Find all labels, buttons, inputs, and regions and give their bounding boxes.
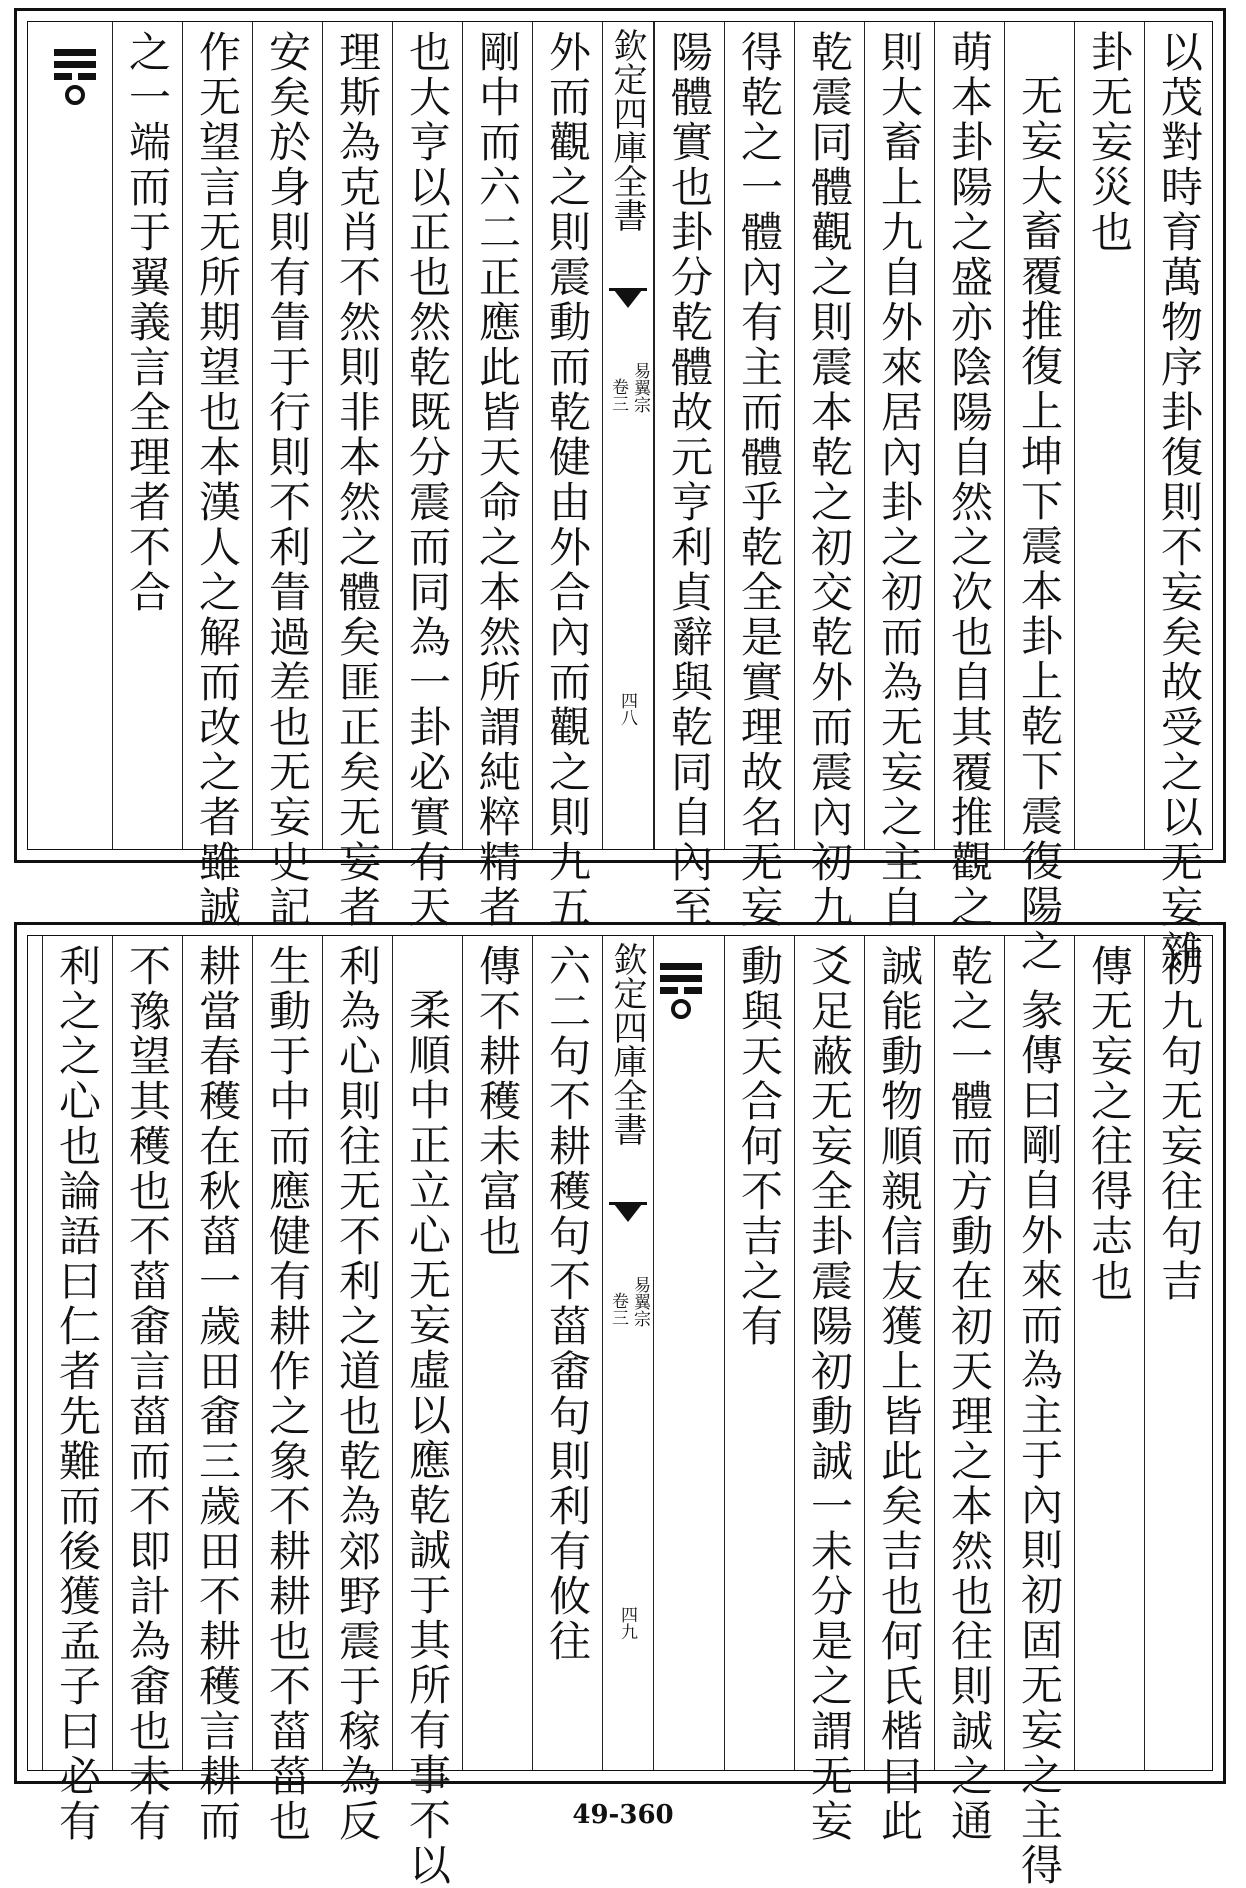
text-column <box>252 936 322 1844</box>
column-text: 利為心則往无不利之道也乾為郊野震于稼為反 <box>333 944 382 1844</box>
column-text: 初九句无妄往句吉 <box>1155 944 1204 1304</box>
hexagram-wuwang-icon <box>656 958 706 1020</box>
text-column <box>864 22 934 930</box>
book-series-title: 欽定四庫全書 <box>607 28 647 232</box>
column-text: 理斯為克肖不然則非本然之體矣匪正矣无妄者 <box>333 30 382 930</box>
column-text: 外而觀之則震動而乾健由外合內而觀之則九五 <box>543 30 592 930</box>
column-text: 乾震同體觀之則震本乾之初交乾外而震內初九 <box>805 30 854 930</box>
column-text: 傳无妄之往得志也 <box>1085 944 1134 1304</box>
book-series-title: 欽定四庫全書 <box>607 942 647 1146</box>
text-column <box>182 22 252 930</box>
text-column <box>392 936 462 1888</box>
book-title: 易翼宗 <box>630 362 650 413</box>
column-text: 也大亨以正也然乾既分震而同為一卦必實有天 <box>403 30 452 930</box>
column-text: 陽體實也卦分乾體故元亨利貞辭與乾同自內至 <box>665 30 714 930</box>
text-column <box>462 22 532 930</box>
volume-label: 卷三 <box>608 1292 628 1326</box>
page-number: 四九 <box>617 1606 637 1640</box>
text-column <box>794 936 864 1844</box>
center-fold-column <box>602 22 654 849</box>
column-text: 則大畜上九自外來居內卦之初而為无妄之主自 <box>875 30 924 930</box>
column-text: 安矣於身則有眚于行則不利眚過差也无妄史記 <box>263 30 312 930</box>
column-text: 彖傳曰剛自外來而為主于內則初固无妄之主得 <box>1015 988 1064 1888</box>
column-text: 不豫望其穫也不菑畬言菑而不即計為畬也未有 <box>123 944 172 1844</box>
book-title: 易翼宗 <box>630 1276 650 1327</box>
text-column <box>322 22 392 930</box>
text-column <box>112 936 182 1844</box>
text-column <box>532 22 602 930</box>
column-text: 之一端而于翼義言全理者不合 <box>123 30 172 615</box>
column-text: 耕當春穫在秋菑一歲田畬三歲田不耕穫言耕而 <box>193 944 242 1844</box>
text-column <box>462 936 532 1770</box>
column-text: 无妄大畜覆推復上坤下震本卦上乾下震復陽之 <box>1015 74 1064 974</box>
text-column <box>1144 936 1214 1770</box>
text-column <box>1074 936 1144 1770</box>
hexagram-wuwang-icon <box>50 44 100 106</box>
text-column <box>1004 936 1074 1888</box>
text-column <box>724 936 794 1770</box>
text-column <box>654 22 724 930</box>
text-column <box>1074 22 1144 849</box>
column-text: 誠能動物順親信友獲上皆此矣吉也何氏楷曰此 <box>875 944 924 1844</box>
column-text: 萌本卦陽之盛亦陰陽自然之次也自其覆推觀之 <box>945 30 994 930</box>
fishtail-ornament <box>609 284 647 314</box>
column-text: 爻足蔽无妄全卦震陽初動誠一未分是之謂无妄 <box>805 944 854 1844</box>
column-text: 剛中而六二正應此皆天命之本然所謂純粹精者 <box>473 30 522 930</box>
column-text: 六二句不耕穫句不菑畬句則利有攸往 <box>543 944 592 1664</box>
text-column <box>1004 22 1074 974</box>
volume-label: 卷三 <box>608 378 628 412</box>
text-column <box>182 936 252 1844</box>
text-column <box>392 22 462 930</box>
text-column <box>532 936 602 1770</box>
text-column <box>252 22 322 930</box>
top-page-frame <box>27 21 1213 975</box>
top-page <box>14 8 1226 975</box>
text-column <box>934 936 1004 1844</box>
text-column <box>934 22 1004 930</box>
column-text: 乾之一體而方動在初天理之本然也往則誠之通 <box>945 944 994 1844</box>
text-column <box>42 936 112 1844</box>
page-number: 四八 <box>617 692 637 726</box>
text-column <box>794 22 864 930</box>
column-text: 利之之心也論語曰仁者先難而後獲孟子曰必有 <box>53 944 102 1844</box>
column-text: 生動于中而應健有耕作之象不耕耕也不菑菑也 <box>263 944 312 1844</box>
text-column <box>724 22 794 930</box>
column-text: 柔順中正立心无妄虛以應乾誠于其所有事不以 <box>403 988 452 1888</box>
text-column <box>1144 22 1214 975</box>
column-text: 傳不耕穫未富也 <box>473 944 522 1259</box>
text-column <box>112 22 182 849</box>
center-fold-column <box>602 936 654 1770</box>
column-text: 以茂對時育萬物序卦復則不妄矣故受之以无妄雜 <box>1155 30 1204 975</box>
text-column <box>322 936 392 1844</box>
column-text: 得乾之一體內有主而體乎乾全是實理故名无妄 <box>735 30 784 930</box>
fishtail-ornament <box>609 1198 647 1228</box>
text-column <box>864 936 934 1844</box>
column-text: 動與天合何不吉之有 <box>735 944 784 1349</box>
column-text: 卦无妄災也 <box>1085 30 1134 255</box>
column-text: 作无望言无所期望也本漢人之解而改之者雖誠 <box>193 30 242 930</box>
page-code: 49-360 <box>572 1800 674 1830</box>
